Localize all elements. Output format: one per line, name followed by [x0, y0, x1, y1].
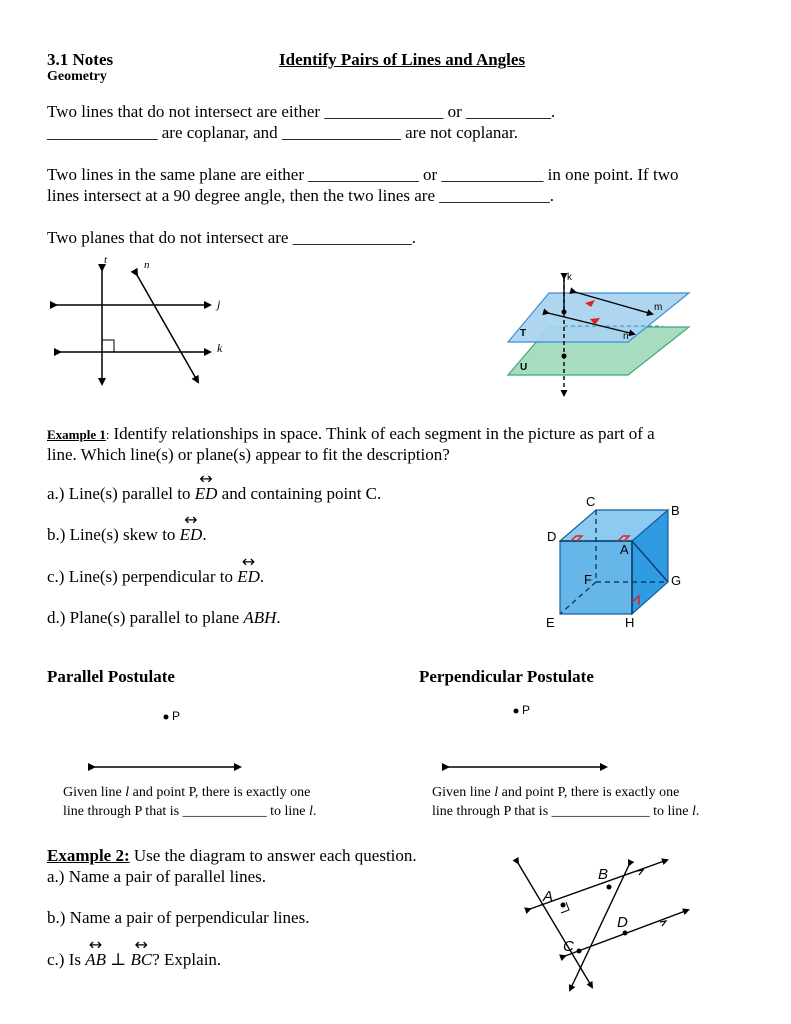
perp-symbol: ⊥	[106, 950, 131, 969]
label-n-plane: n	[623, 331, 629, 342]
cube-label-a: A	[620, 542, 629, 557]
label-m-plane: m	[654, 302, 663, 313]
parallel-text-1b: and point P, there is exactly one	[129, 785, 311, 800]
perp-text-1b: and point P, there is exactly one	[498, 785, 680, 800]
example1-colon: :	[105, 427, 110, 442]
fig3-label-a: A	[543, 888, 554, 905]
line-ed-c: ↔ ED	[237, 566, 260, 587]
perp-text-2a: line through P that is ______________ to line	[432, 804, 693, 819]
page-title: Identify Pairs of Lines and Angles	[279, 50, 526, 69]
part-c-suffix: .	[259, 567, 265, 586]
plane-abh: ABH	[243, 608, 277, 627]
part-d-prefix: d.) Plane(s) parallel to plane	[47, 608, 244, 627]
cube-label-e: E	[546, 615, 555, 630]
line-bc: ↔ BC	[131, 949, 153, 970]
part-b-prefix: b.) Line(s) skew to	[47, 525, 180, 544]
parallel-text-2b: .	[312, 804, 317, 819]
part-b-suffix: .	[202, 525, 207, 544]
parallel-point-label: P	[172, 709, 181, 723]
fig3-label-b: B	[598, 866, 609, 883]
cube-label-c: C	[586, 494, 596, 509]
intro-line-2: _____________ are coplanar, and ______________ are not coplanar.	[47, 123, 518, 142]
part-c2-prefix: c.) Is	[47, 950, 86, 969]
perpendicular-point-label: P	[522, 703, 531, 717]
example2-label: Example 2:	[47, 846, 130, 865]
perp-l-1: l	[494, 785, 499, 800]
cube-label-g: G	[671, 573, 682, 588]
example1-text-1: Identify relationships in space. Think of each segment in the picture as part of a	[113, 424, 655, 443]
label-plane-t: T	[520, 328, 527, 339]
part-a-suffix: and containing point C.	[217, 484, 382, 503]
subject-label: Geometry	[47, 69, 107, 84]
fig3-label-d: D	[617, 914, 628, 931]
example1-line-2: line. Which line(s) or plane(s) appear to fit the description?	[47, 445, 450, 464]
part-c-prefix: c.) Line(s) perpendicular to	[47, 567, 238, 586]
cube-label-d: D	[547, 529, 557, 544]
parallel-text-2a: line through P that is ____________ to line	[63, 804, 310, 819]
line-ed-b: ↔ ED	[180, 524, 203, 545]
parallel-postulate-title: Parallel Postulate	[47, 667, 175, 686]
cube-label-b: B	[671, 503, 680, 518]
example2-part-b: b.) Name a pair of perpendicular lines.	[47, 908, 310, 927]
perpendicular-postulate-title: Perpendicular Postulate	[419, 667, 594, 686]
example1-label: Example 1	[47, 427, 106, 442]
perp-l-2: l	[692, 804, 696, 819]
line-ab: ↔ AB	[85, 949, 106, 970]
intro-line-5: Two planes that do not intersect are ______________.	[47, 228, 416, 247]
example2-text: Use the diagram to answer each question.	[129, 846, 417, 865]
intro-line-4: lines intersect at a 90 degree angle, then the two lines are _____________.	[47, 186, 555, 205]
label-n: n	[144, 259, 150, 271]
label-plane-u: U	[520, 362, 528, 373]
part-d-suffix: .	[276, 608, 281, 627]
parallel-l-1: l	[125, 785, 130, 800]
parallel-text-1a: Given line	[63, 785, 126, 800]
perp-text-2b: .	[695, 804, 700, 819]
section-number: 3.1 Notes	[47, 50, 114, 69]
cube-label-f: F	[584, 572, 592, 587]
line-ed-a: ↔ ED	[195, 483, 218, 504]
parallel-l-2: l	[309, 804, 313, 819]
label-k: k	[217, 341, 223, 355]
part-a-prefix: a.) Line(s) parallel to	[47, 484, 195, 503]
label-t: t	[104, 254, 108, 266]
fig3-label-c: C	[563, 938, 574, 955]
label-j: j	[217, 297, 221, 311]
part-c2-suffix: ? Explain.	[152, 950, 222, 969]
perp-text-1a: Given line	[432, 785, 495, 800]
cube-label-h: H	[625, 615, 635, 630]
label-k-plane: k	[567, 272, 572, 283]
intro-line-3: Two lines in the same plane are either _____________ or ____________ in one point. If two	[47, 165, 679, 184]
intro-line-1: Two lines that do not intersect are either ______________ or __________.	[47, 102, 556, 121]
example2-part-a: a.) Name a pair of parallel lines.	[47, 867, 267, 886]
